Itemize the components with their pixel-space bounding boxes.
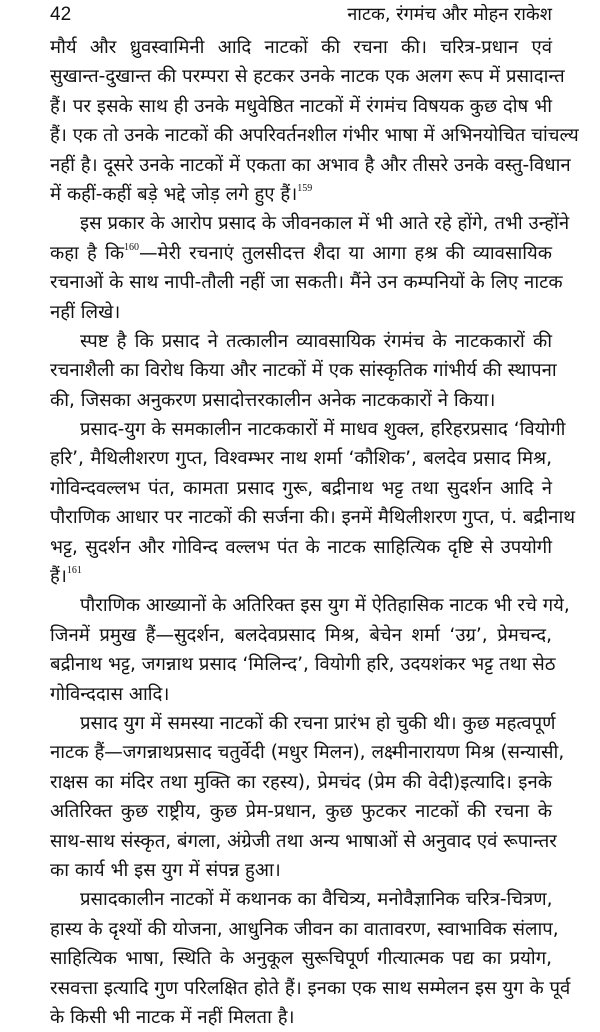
text-line (50, 239, 552, 268)
line-text: —मेरी रचनाएं तुलसीदत्त शैदा या आगा हश्र की व्यावसायिक (139, 242, 552, 264)
page-number: 42 (50, 4, 72, 25)
text-line (50, 591, 570, 620)
line-text: स्पष्ट है कि प्रसाद ने तत्कालीन व्यावसायिक रंगमंच के नाटककारों की (80, 330, 552, 352)
line-text: गोविन्ददास आदि। (50, 683, 170, 705)
line-text: अतिरिक्त कुछ राष्ट्रीय, कुछ प्रेम-प्रधान, कुछ फुटकर नाटकों की रचना के (50, 801, 552, 823)
text-line (50, 33, 552, 62)
text-line (50, 444, 552, 473)
footnote-reference: 159 (297, 182, 313, 194)
text-line (50, 386, 552, 415)
text-line (50, 738, 565, 767)
footnote-reference: 161 (66, 565, 82, 577)
body-text (50, 33, 579, 1032)
line-text: रसवत्ता इत्यादि गुण परिलक्षित होते हैं। इनका एक साथ सम्मेलन इस युग के पूर्व (50, 977, 571, 999)
text-line (50, 356, 557, 385)
text-line (50, 474, 552, 503)
text-line (50, 1003, 552, 1032)
text-line (50, 768, 552, 797)
text-line (50, 974, 571, 1003)
text-line (50, 298, 552, 327)
text-line (50, 180, 552, 209)
text-line (50, 650, 556, 679)
text-line (50, 121, 579, 150)
text-line (50, 151, 571, 180)
line-text: हास्य के दृश्यों की योजना, आधुनिक जीवन का वातावरण, स्वाभाविक संलाप, (50, 918, 559, 940)
text-line (50, 503, 576, 532)
running-title: नाटक, रंगमंच और मोहन राकेश (347, 4, 552, 25)
text-line (50, 915, 559, 944)
line-text: प्रसाद-युग के समकालीन नाटककारों में माधव शुक्ल, हरिहरप्रसाद ‘वियोगी (80, 419, 566, 441)
line-text: नाटक हैं—जगन्नाथप्रसाद चतुर्वेदी (मधुर मिलन), लक्ष्मीनारायण मिश्र (सन्यासी, (50, 742, 565, 764)
line-text: प्रसादकालीन नाटकों में कथानक का वैचित्र्य, मनोवैज्ञानिक चरित्र-चित्रण, (80, 889, 553, 911)
line-text: पौराणिक आख्यानों के अतिरिक्त इस युग में ऐतिहासिक नाटक भी रचे गये, (80, 595, 570, 617)
page-header (50, 2, 552, 28)
text-line (50, 562, 552, 591)
line-text: रचनाशैली का विरोध किया और नाटकों में एक सांस्कृतिक गांभीर्य की स्थापना (50, 360, 557, 382)
line-text: का कार्य भी इस युग में संपन्न हुआ। (50, 859, 281, 881)
line-text: में कहीं-कहीं बड़े भद्दे जोड़ लगे हुए हैं। (50, 183, 298, 205)
text-line (50, 92, 552, 121)
text-line (50, 885, 552, 914)
text-line (50, 944, 552, 973)
text-line (50, 209, 570, 238)
text-line (50, 327, 552, 356)
text-line (50, 62, 565, 91)
line-text: इस प्रकार के आरोप प्रसाद के जीवनकाल में भी आते रहे होंगे, तभी उन्होंने (80, 213, 570, 235)
line-text: हैं। (50, 566, 67, 588)
text-line (50, 680, 552, 709)
line-text: जिनमें प्रमुख हैं—सुदर्शन, बलदेवप्रसाद मिश्र, बेचेन शर्मा ‘उग्र’, प्रेमचन्द, (50, 624, 552, 646)
line-text: सुखान्त-दुखान्त की परम्परा से हटकर उनके नाटक एक अलग रूप में प्रसादान्त (50, 66, 565, 88)
line-text: हरि’, मैथिलीशरण गुप्त, विश्वम्भर नाथ शर्मा ‘कौशिक’, बलदेव प्रसाद मिश्र, (50, 448, 552, 470)
line-text: बद्रीनाथ भट्ट, जगन्नाथ प्रसाद ‘मिलिन्द’, वियोगी हरि, उदयशंकर भट्ट तथा सेठ (50, 654, 556, 676)
line-text: पौराणिक आधार पर नाटकों की सर्जना की। इनमें मैथिलीशरण गुप्त, पं. बद्रीनाथ (50, 507, 576, 529)
text-line (50, 268, 563, 297)
line-text: मौर्य और ध्रुवस्वामिनी आदि नाटकों की रचना की। चरित्र-प्रधान एवं (50, 37, 552, 58)
line-text: हैं। एक तो उनके नाटकों की अपरिवर्तनशील गंभीर भाषा में अभिनयोचित चांचल्य (50, 125, 579, 147)
line-text: राक्षस का मंदिर तथा मुक्ति का रहस्य), प्रेमचंद (प्रेम की वेदी)इत्यादि। इनके (50, 771, 552, 793)
text-line (50, 827, 557, 856)
line-text: के किसी भी नाटक में नहीं मिलता है। (50, 1006, 295, 1028)
line-text: प्रसाद युग में समस्या नाटकों की रचना प्रारंभ हो चुकी थी। कुछ महत्वपूर्ण (80, 712, 556, 734)
line-text: हैं। पर इसके साथ ही उनके मधुवेष्ठित नाटकों में रंगमंच विषयक कुछ दोष भी (50, 95, 552, 117)
text-line (50, 621, 552, 650)
text-line (50, 709, 556, 738)
text-line (50, 797, 552, 826)
text-line (50, 415, 566, 444)
line-text: नहीं है। दूसरे उनके नाटकों में एकता का अभाव है और तीसरे उनके वस्तु-विधान (50, 154, 571, 176)
line-text: की, जिसका अनुकरण प्रसादोत्तरकालीन अनेक नाटककारों ने किया। (50, 389, 496, 411)
line-text: रचनाओं के साथ नापी-तौली नहीं जा सकती। मैंने उन कम्पनियों के लिए नाटक (50, 272, 563, 294)
footnote-reference: 160 (124, 241, 140, 253)
text-line (50, 533, 552, 562)
text-line (50, 856, 552, 885)
line-text: कहा है कि (50, 242, 125, 264)
line-text: गोविन्दवल्लभ पंत, कामता प्रसाद गुरू, बद्रीनाथ भट्ट तथा सुदर्शन आदि ने (50, 477, 552, 499)
line-text: साथ-साथ संस्कृत, बंगला, अंग्रेजी तथा अन्य भाषाओं से अनुवाद एवं रूपान्तर (50, 830, 557, 852)
line-text: साहित्यिक भाषा, स्थिति के अनुकूल सुरूचिपूर्ण गीत्यात्मक पद्य का प्रयोग, (50, 948, 552, 970)
line-text: भट्ट, सुदर्शन और गोविन्द वल्लभ पंत के नाटक साहित्यिक दृष्टि से उपयोगी (50, 536, 552, 558)
line-text: नहीं लिखे। (50, 301, 121, 323)
